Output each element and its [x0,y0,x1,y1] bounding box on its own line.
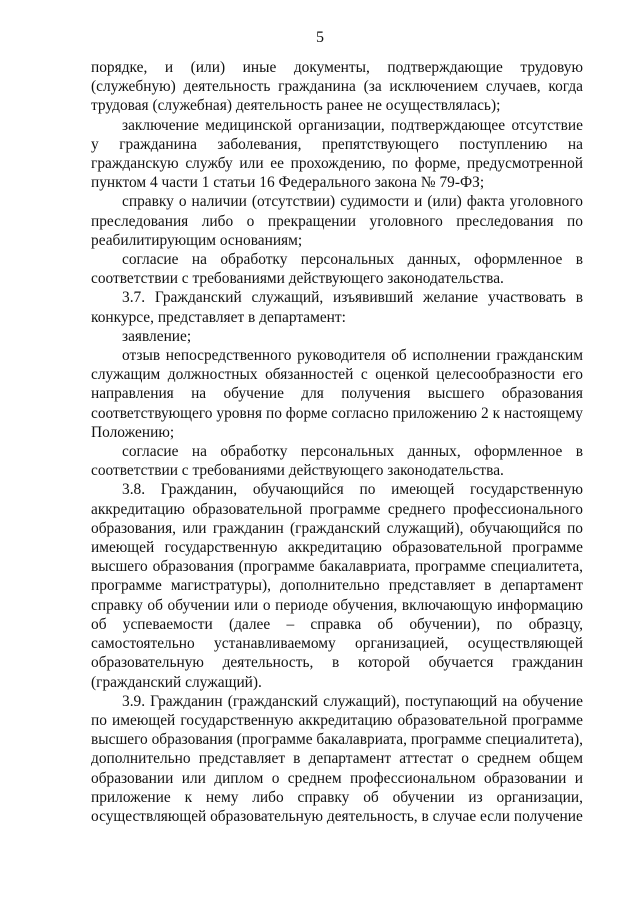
paragraph-3-8: 3.8. Гражданин, обучающийся по имеющей государственную аккредитацию образовательной программе среднего профессионального образования, или гражданин (гражданский служащий), обучающийся по имеющей государственную аккредитацию образовательной программе высшего образования (программе бакалавриата, программе специалитета, программе магистратуры), дополнительно представляет в департамент справку об обучении или о периоде обучения, включающую информацию об успеваемости (далее – справка об обучении), по образцу, самостоятельно устанавливаемому организацией, осуществляющей образовательную деятельность, в которой обучается гражданин (гражданский служащий). [91,481,583,691]
paragraph-criminal-record-certificate: справку о наличии (отсутствии) судимости и (или) факта уголовного преследования либо о прекращении уголовного преследования по реабилитирующим основаниям; [91,193,583,249]
paragraph-personal-data-consent-2: согласие на обработку персональных данных, оформленное в соответствии с требованиями действующего законодательства. [91,443,583,480]
paragraph-application: заявление; [122,327,192,345]
paragraph-3-7: 3.7. Гражданский служащий, изъявивший желание участвовать в конкурсе, представляет в департамент: [91,289,583,326]
paragraph-medical-conclusion: заключение медицинской организации, подтверждающее отсутствие у гражданина заболевания, препятствующего поступлению на гражданскую службу или ее прохождению, по форме, предусмотренной пунктом 4 части 1 статьи 16 Федерального закона № 79-ФЗ; [91,116,583,192]
paragraph-employment-documents: порядке, и (или) иные документы, подтверждающие трудовую (служебную) деятельность гражданина (за исключением случаев, когда трудовая (служебная) деятельность ранее не осуществлялась); [91,59,583,115]
paragraph-supervisor-review: отзыв непосредственного руководителя об исполнении гражданским служащим должностных обязанностей с оценкой целесообразности его направления на обучение для получения высшего образования соответствующего уровня по форме согласно приложению 2 к настоящему Положению; [91,347,583,441]
page-number: 5 [316,29,324,46]
paragraph-personal-data-consent: согласие на обработку персональных данных, оформленное в соответствии с требованиями действующего законодательства. [91,251,583,288]
paragraph-3-9: 3.9. Гражданин (гражданский служащий), поступающий на обучение по имеющей государственную аккредитацию образовательной программе высшего образования (программе бакалавриата, программе специалитета), дополнительно представляет в департамент аттестат о среднем общем образовании или диплом о среднем профессиональном образовании и приложение к нему либо справку об обучении из организации, осуществляющей образовательную деятельность, в случае если получение [91,692,583,825]
document-body [91,58,583,826]
